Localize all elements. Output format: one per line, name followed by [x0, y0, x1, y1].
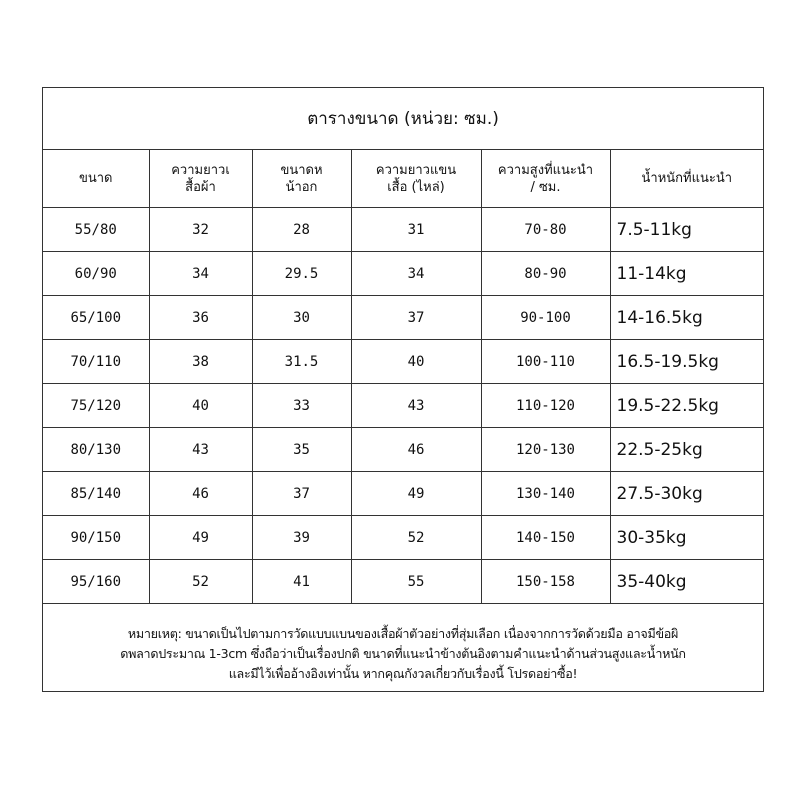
table-cell: 16.5-19.5kg: [610, 340, 763, 384]
column-header-line: น้าอก: [285, 179, 318, 195]
column-header: [610, 150, 763, 208]
table-cell: 41: [252, 560, 351, 604]
table-cell: 39: [252, 516, 351, 560]
note-line: หมายเหตุ: ขนาดเป็นไปตามการวัดแบบแบนของเสื้อผ้าตัวอย่างที่สุ่มเลือก เนื่องจากการวัดด้วยมือ อาจมีข้อผิ: [127, 626, 679, 641]
table-cell: 75/120: [43, 384, 149, 428]
table-cell: 27.5-30kg: [610, 472, 763, 516]
table-cell: 90/150: [43, 516, 149, 560]
table-cell: 120-130: [481, 428, 610, 472]
table-cell: 40: [351, 340, 481, 384]
table-cell: 49: [149, 516, 252, 560]
table-row: [43, 516, 763, 560]
size-chart: [42, 87, 764, 692]
table-cell: 52: [149, 560, 252, 604]
column-header: [481, 150, 610, 208]
table-cell: 43: [351, 384, 481, 428]
table-cell: 55/80: [43, 208, 149, 252]
table-cell: 95/160: [43, 560, 149, 604]
table-cell: 37: [252, 472, 351, 516]
table-cell: 100-110: [481, 340, 610, 384]
column-header-line: / ซม.: [530, 179, 561, 195]
column-header-line: ความยาวแขน: [375, 162, 457, 178]
table-row: [43, 384, 763, 428]
column-header: [252, 150, 351, 208]
table-row: [43, 560, 763, 604]
table-cell: 40: [149, 384, 252, 428]
table-cell: 110-120: [481, 384, 610, 428]
table-cell: 33: [252, 384, 351, 428]
table-cell: 31.5: [252, 340, 351, 384]
note-line: และมีไว้เพื่ออ้างอิงเท่านั้น หากคุณกังวลเกี่ยวกับเรื่องนี้ โปรดอย่าซื้อ!: [228, 666, 578, 681]
column-header-line: น้ำหนักที่แนะนำ: [641, 171, 733, 186]
table-cell: 28: [252, 208, 351, 252]
table-cell: 60/90: [43, 252, 149, 296]
table-cell: 70-80: [481, 208, 610, 252]
table-row: [43, 296, 763, 340]
table-cell: 38: [149, 340, 252, 384]
note-line: ดพลาดประมาณ 1-3cm ซึ่งถือว่าเป็นเรื่องปกติ ขนาดที่แนะนำข้างต้นอิงตามคำแนะนำด้านส่วนสูงและน้ำหนัก: [120, 646, 686, 661]
column-header-line: ความยาวเ: [171, 162, 230, 178]
column-header-line: เสื้อ (ไหล่): [387, 179, 445, 195]
table-cell: 30-35kg: [610, 516, 763, 560]
table-row: [43, 428, 763, 472]
column-header: [351, 150, 481, 208]
table-cell: 30: [252, 296, 351, 340]
column-header-line: ความสูงที่แนะนำ: [497, 162, 594, 178]
table-cell: 32: [149, 208, 252, 252]
table-cell: 11-14kg: [610, 252, 763, 296]
table-cell: 34: [351, 252, 481, 296]
table-cell: 90-100: [481, 296, 610, 340]
column-header-line: สื้อผ้า: [185, 179, 216, 195]
table-cell: 34: [149, 252, 252, 296]
table-cell: 29.5: [252, 252, 351, 296]
column-header: [149, 150, 252, 208]
table-title: ตารางขนาด (หน่วย: ซม.): [43, 88, 763, 150]
table-cell: 130-140: [481, 472, 610, 516]
table-cell: 65/100: [43, 296, 149, 340]
table-cell: 22.5-25kg: [610, 428, 763, 472]
table-row: [43, 340, 763, 384]
table-cell: 46: [149, 472, 252, 516]
table-cell: 46: [351, 428, 481, 472]
table-cell: 43: [149, 428, 252, 472]
table-cell: 55: [351, 560, 481, 604]
table-cell: 85/140: [43, 472, 149, 516]
column-header-line: ขนาดห: [280, 162, 323, 178]
table-row: [43, 252, 763, 296]
table-cell: 80-90: [481, 252, 610, 296]
table-row: [43, 208, 763, 252]
table-cell: 49: [351, 472, 481, 516]
disclaimer-note: [43, 605, 763, 691]
table-cell: 70/110: [43, 340, 149, 384]
table-cell: 7.5-11kg: [610, 208, 763, 252]
table-cell: 37: [351, 296, 481, 340]
table-cell: 80/130: [43, 428, 149, 472]
column-header-line: ขนาด: [78, 171, 113, 186]
table-cell: 35: [252, 428, 351, 472]
table-cell: 14-16.5kg: [610, 296, 763, 340]
size-table: [43, 88, 763, 604]
table-cell: 150-158: [481, 560, 610, 604]
column-header: [43, 150, 149, 208]
table-cell: 31: [351, 208, 481, 252]
table-cell: 52: [351, 516, 481, 560]
table-cell: 140-150: [481, 516, 610, 560]
table-cell: 35-40kg: [610, 560, 763, 604]
table-row: [43, 472, 763, 516]
table-cell: 19.5-22.5kg: [610, 384, 763, 428]
table-cell: 36: [149, 296, 252, 340]
